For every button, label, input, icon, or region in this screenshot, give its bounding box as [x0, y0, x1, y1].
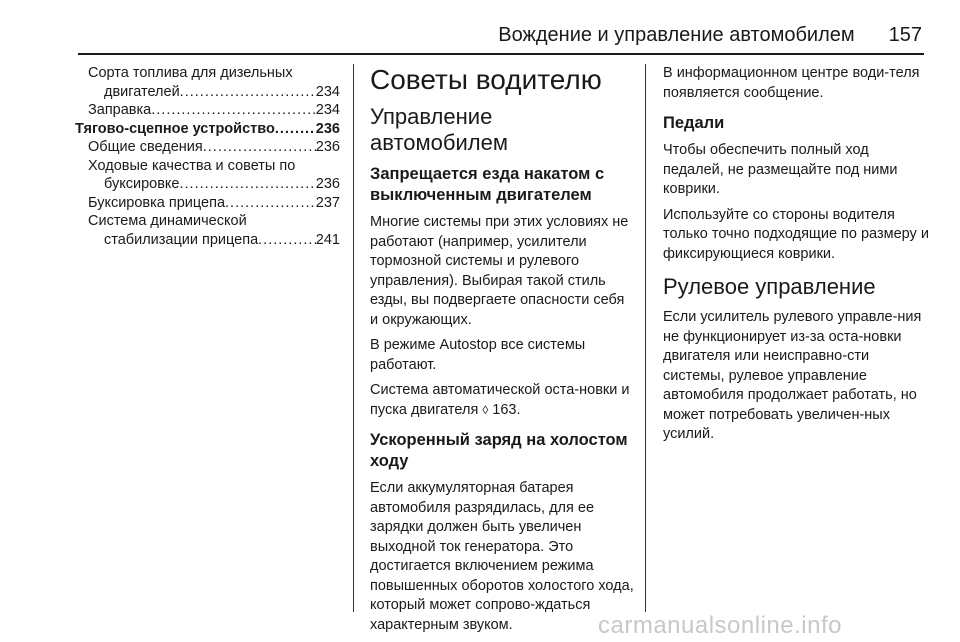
- toc-section-text: Тягово-сцепное устройство: [75, 120, 275, 137]
- paragraph: В информационном центре води-теля появляется сообщение.: [663, 65, 920, 101]
- toc-column: [75, 64, 340, 249]
- column-divider: [645, 64, 646, 612]
- paragraph: Если аккумуляторная батарея автомобиля разрядилась, для ее зарядки должен быть увеличен выходной ток генератора. Это достигается включением режима повышенных оборотов холостого хода, который может сопрово-ждаться характерным звуком.: [370, 480, 634, 633]
- toc-page: 241: [315, 231, 340, 248]
- paragraph: Многие системы при этих условиях не работают (например, усилители тормозной системы и рулевого управления). Выбирая такой стиль езды, вы подвергаете опасности себя и окружающих.: [370, 214, 629, 328]
- paragraph-text: Система автоматической оста-новки и пуска двигателя: [370, 382, 630, 418]
- toc-entry-text: Буксировка прицепа: [88, 194, 226, 211]
- toc-entry[interactable]: [78, 101, 340, 120]
- watermark: carmanualsonline.info: [598, 612, 842, 639]
- page-reference-link[interactable]: 163.: [492, 401, 521, 418]
- page-header: [0, 24, 922, 54]
- toc-entry[interactable]: [78, 194, 340, 213]
- paragraph: В режиме Autostop все системы работают.: [370, 337, 586, 373]
- subsection-heading: Запрещается езда накатом с выключенным двигателем: [370, 165, 605, 204]
- toc-entry-text: Заправка: [88, 102, 152, 118]
- content-column-right: [663, 64, 929, 451]
- toc-entry[interactable]: [78, 138, 340, 157]
- toc-page: 237: [315, 194, 340, 211]
- paragraph: Используйте со стороны водителя только точно подходящие по размеру и фиксирующиеся коврики.: [663, 206, 929, 262]
- toc-entry-text: Сорта топлива для дизельных: [88, 65, 293, 81]
- reference-arrow-icon: ◊: [482, 402, 489, 417]
- section-heading: Управление автомобилем: [370, 104, 508, 155]
- header-rule: [78, 53, 924, 55]
- toc-entry-text: Ходовые качества и советы по: [88, 157, 296, 174]
- toc-entry-text: буксировке: [104, 176, 180, 192]
- column-divider: [353, 64, 354, 612]
- paragraph: Если усилитель рулевого управле-ния не функционирует из-за оста-новки двигателя или неисправно-сти системы, рулевое управление автомобиля продолжает работать, но может потребовать увеличен-ных усилий.: [663, 309, 922, 442]
- subsection-heading: Педали: [663, 114, 725, 132]
- section-title: Вождение и управление автомобилем: [498, 24, 855, 46]
- toc-entry-text: Общие сведения: [88, 139, 203, 155]
- paragraph: [370, 381, 634, 420]
- toc-entry-text: Система динамической: [88, 213, 247, 229]
- toc-page: 234: [315, 102, 340, 118]
- subsection-heading: Ускоренный заряд на холостом ходу: [370, 431, 628, 470]
- section-heading: Рулевое управление: [663, 274, 876, 299]
- toc-section[interactable]: [75, 120, 340, 139]
- toc-entry-text: двигателей: [104, 83, 180, 100]
- toc-entry[interactable]: [78, 212, 340, 249]
- toc-entry[interactable]: [78, 157, 340, 194]
- paragraph: Чтобы обеспечить полный ход педалей, не размещайте под ними коврики.: [663, 142, 898, 197]
- toc-entry[interactable]: [78, 64, 340, 101]
- chapter-heading: Советы водителю: [370, 64, 602, 95]
- toc-page: 236: [315, 139, 340, 155]
- toc-page: 236: [315, 120, 340, 137]
- page-number: 157: [888, 24, 922, 46]
- toc-page: 234: [315, 83, 340, 100]
- toc-page: 236: [315, 176, 340, 192]
- content-column-middle: [370, 64, 634, 641]
- toc-entry-text: стабилизации прицепа: [104, 231, 259, 248]
